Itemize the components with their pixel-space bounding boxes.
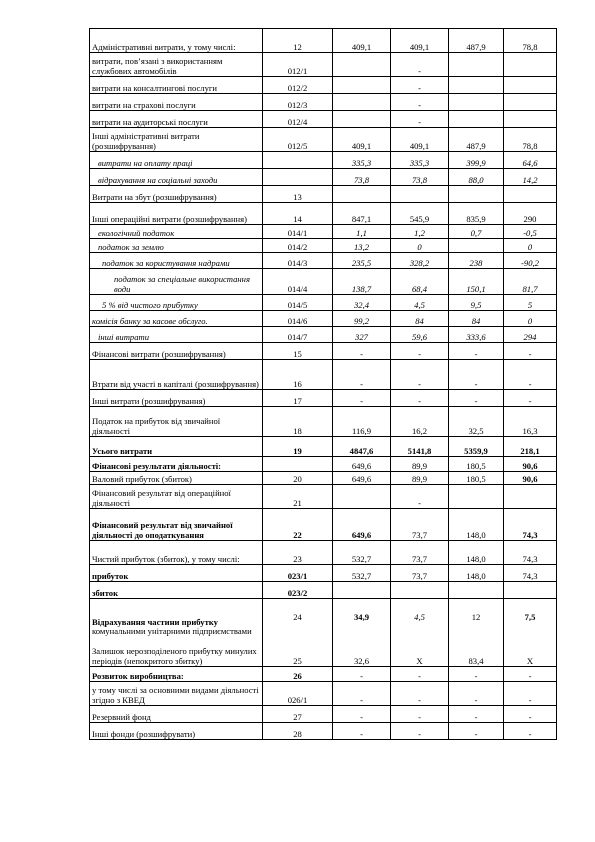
row-value-1: 34,9 [333,599,391,637]
table-row [90,94,557,111]
row-value-3 [449,239,504,253]
row-value-2: 89,9 [391,457,449,472]
table-row [90,311,557,327]
row-value-4: 74,3 [504,541,557,565]
row-value-4: 7,5 [504,599,557,637]
row-code: 014/1 [263,225,333,239]
table-row [90,77,557,94]
row-label: Фінансовий результат від звичайної діяльності до оподаткування [90,509,263,541]
row-value-2: 0 [391,239,449,253]
row-code: 14 [263,203,333,225]
row-value-3 [449,94,504,111]
row-code: 25 [263,637,333,667]
row-value-1: 99,2 [333,311,391,327]
row-value-3: - [449,343,504,360]
row-code: 023/2 [263,582,333,599]
row-label: Адміністративні витрати, у тому числі: [90,29,263,53]
table-row [90,295,557,311]
row-label: комісія банку за касове обслуго. [90,311,263,327]
row-value-4: 74,3 [504,509,557,541]
row-code: 012/3 [263,94,333,111]
row-value-4 [504,77,557,94]
row-value-4: - [504,390,557,407]
row-label: інші витрати [90,327,263,343]
row-value-3 [449,111,504,128]
row-value-3: - [449,390,504,407]
row-value-4: - [504,343,557,360]
row-value-4: 14,2 [504,169,557,186]
row-code: 014/3 [263,253,333,269]
row-value-3: - [449,360,504,390]
table-row [90,541,557,565]
row-label-rest: комунальними унітарними підприємствами [92,626,252,637]
table-row [90,343,557,360]
row-value-1: - [333,723,391,740]
table-row [90,706,557,723]
row-value-3: 83,4 [449,637,504,667]
row-code: 23 [263,541,333,565]
row-code: 20 [263,472,333,485]
row-value-4: 16,3 [504,407,557,437]
row-label: Інші адміністративні витрати (розшифрування) [90,128,263,152]
row-value-2: 5141,8 [391,437,449,457]
row-value-3: 84 [449,311,504,327]
row-value-4: - [504,360,557,390]
row-code: 014/5 [263,295,333,311]
row-value-3: 5359,9 [449,437,504,457]
row-label: Чистий прибуток (збиток), у тому числі: [90,541,263,565]
row-label: Податок на прибуток від звичайної діяльності [90,407,263,437]
row-value-1 [333,53,391,77]
row-value-1: 335,3 [333,152,391,169]
row-value-1: - [333,667,391,682]
row-label: витрати на страхові послуги [90,94,263,111]
row-value-2: - [391,390,449,407]
row-value-3: 88,0 [449,169,504,186]
row-value-3: 333,6 [449,327,504,343]
row-value-4 [504,53,557,77]
row-label: Інші операційні витрати (розшифрування) [90,203,263,225]
row-value-2: - [391,94,449,111]
row-value-3: 0,7 [449,225,504,239]
row-code: 18 [263,407,333,437]
row-value-1 [333,77,391,94]
row-value-1: 32,6 [333,637,391,667]
table-row [90,509,557,541]
row-code: 012/4 [263,111,333,128]
row-value-2: - [391,667,449,682]
table-row [90,637,557,667]
row-code: 27 [263,706,333,723]
row-value-1: 847,1 [333,203,391,225]
row-label: Інші витрати (розшифрування) [90,390,263,407]
row-value-2: 409,1 [391,128,449,152]
row-label: Втрати від участі в капіталі (розшифрування) [90,360,263,390]
row-label: Залишок нерозподіленого прибутку минулих періодів (непокритого збитку) [90,637,263,667]
row-value-2: - [391,360,449,390]
row-label: прибуток [90,565,263,582]
row-label: Розвиток виробництва: [90,667,263,682]
table-row [90,327,557,343]
row-value-4: 5 [504,295,557,311]
row-value-3: 150,1 [449,269,504,295]
table-row [90,269,557,295]
row-label: Фінансові результати діяльності: [90,457,263,472]
row-value-3: - [449,667,504,682]
row-value-1: 649,6 [333,509,391,541]
row-label: витрати, пов’язані з використанням службових автомобілів [90,53,263,77]
row-code [263,152,333,169]
row-value-1: 649,6 [333,472,391,485]
table-row [90,203,557,225]
row-label: податок за користування надрами [90,253,263,269]
row-value-3: 148,0 [449,541,504,565]
row-code: 023/1 [263,565,333,582]
row-value-2: X [391,637,449,667]
row-value-2: 73,7 [391,541,449,565]
row-value-4: 74,3 [504,565,557,582]
row-label [90,599,263,637]
row-code [263,457,333,472]
row-code: 19 [263,437,333,457]
table-row [90,667,557,682]
row-value-4: X [504,637,557,667]
table-row [90,360,557,390]
row-value-1: 409,1 [333,29,391,53]
row-value-1: 1,1 [333,225,391,239]
row-value-1 [333,485,391,509]
row-value-1: - [333,682,391,706]
table-row [90,457,557,472]
financial-table [89,28,557,740]
row-value-2: 1,2 [391,225,449,239]
row-code: 014/2 [263,239,333,253]
table-row [90,407,557,437]
row-code: 014/6 [263,311,333,327]
row-value-2: 409,1 [391,29,449,53]
row-value-3: 148,0 [449,565,504,582]
row-value-2: - [391,723,449,740]
row-value-2: 328,2 [391,253,449,269]
row-value-4 [504,582,557,599]
row-value-3: - [449,723,504,740]
row-code: 012/2 [263,77,333,94]
row-label: екологічний податок [90,225,263,239]
row-value-1: 649,6 [333,457,391,472]
row-label: Валовий прибуток (збиток) [90,472,263,485]
row-label: витрати на аудиторські послуги [90,111,263,128]
row-value-1 [333,111,391,128]
row-value-2: - [391,343,449,360]
table-row [90,253,557,269]
row-value-2: 84 [391,311,449,327]
row-label: Інші фонди (розшифрувати) [90,723,263,740]
row-value-4 [504,94,557,111]
row-value-4: - [504,706,557,723]
row-value-3 [449,77,504,94]
row-value-1: 13,2 [333,239,391,253]
table-row [90,29,557,53]
table-row [90,53,557,77]
row-code: 15 [263,343,333,360]
row-value-4 [504,111,557,128]
row-code: 28 [263,723,333,740]
table-row [90,128,557,152]
row-code: 026/1 [263,682,333,706]
row-code: 24 [263,599,333,637]
row-value-4 [504,186,557,203]
row-value-2: 89,9 [391,472,449,485]
row-label-bold: Відрахування частини прибутку [92,616,218,627]
row-value-2 [391,582,449,599]
row-label: Усього витрати [90,437,263,457]
row-value-4: - [504,667,557,682]
row-value-3: 399,9 [449,152,504,169]
row-code: 21 [263,485,333,509]
row-value-3: 9,5 [449,295,504,311]
row-value-4: -90,2 [504,253,557,269]
row-value-4: 90,6 [504,457,557,472]
row-value-3 [449,485,504,509]
row-value-2: 4,5 [391,295,449,311]
row-value-3: 12 [449,599,504,637]
table-row [90,437,557,457]
row-value-2: 73,8 [391,169,449,186]
row-label: витрати на консалтингові послуги [90,77,263,94]
row-label: Витрати на збут (розшифрування) [90,186,263,203]
row-label: збиток [90,582,263,599]
row-value-1: - [333,360,391,390]
row-code [263,169,333,186]
row-value-4: 78,8 [504,128,557,152]
row-value-2: - [391,111,449,128]
row-value-1: 532,7 [333,565,391,582]
row-value-4: - [504,723,557,740]
row-label: у тому числі за основними видами діяльності згідно з КВЕД [90,682,263,706]
row-value-1: 409,1 [333,128,391,152]
row-value-2: 68,4 [391,269,449,295]
row-value-1: - [333,343,391,360]
row-value-2: 335,3 [391,152,449,169]
row-value-1: 532,7 [333,541,391,565]
row-code: 014/7 [263,327,333,343]
row-value-3: 238 [449,253,504,269]
table-row [90,682,557,706]
row-value-2: 59,6 [391,327,449,343]
row-value-2: 73,7 [391,565,449,582]
row-value-1: 235,5 [333,253,391,269]
row-value-4: - [504,682,557,706]
row-code: 22 [263,509,333,541]
row-value-4: 81,7 [504,269,557,295]
table-row [90,599,557,637]
row-value-3 [449,53,504,77]
row-value-4: 64,6 [504,152,557,169]
table-row [90,485,557,509]
row-value-3 [449,186,504,203]
row-label: витрати на оплату праці [90,152,263,169]
row-value-3: 835,9 [449,203,504,225]
row-value-4: 0 [504,239,557,253]
table-row [90,723,557,740]
row-value-1: 73,8 [333,169,391,186]
row-value-1 [333,186,391,203]
row-code: 17 [263,390,333,407]
table-row [90,582,557,599]
table-row [90,472,557,485]
table-row [90,390,557,407]
row-value-4: 0 [504,311,557,327]
row-value-3: - [449,682,504,706]
row-value-2: 545,9 [391,203,449,225]
row-value-4: 290 [504,203,557,225]
row-label: Фінансові витрати (розшифрування) [90,343,263,360]
row-value-2 [391,186,449,203]
row-label: податок за землю [90,239,263,253]
table-row [90,111,557,128]
row-value-1: 138,7 [333,269,391,295]
row-code: 012/1 [263,53,333,77]
row-value-3: 487,9 [449,29,504,53]
row-code: 014/4 [263,269,333,295]
row-value-4: 78,8 [504,29,557,53]
row-value-4: 218,1 [504,437,557,457]
row-value-3: 32,5 [449,407,504,437]
row-value-2: 73,7 [391,509,449,541]
row-value-2: 16,2 [391,407,449,437]
table-row [90,169,557,186]
row-label: 5 % від чистого прибутку [90,295,263,311]
table-row [90,186,557,203]
row-value-3 [449,582,504,599]
row-value-1 [333,582,391,599]
row-value-3: 180,5 [449,457,504,472]
row-value-2: - [391,53,449,77]
row-value-2: - [391,706,449,723]
row-value-1: - [333,390,391,407]
row-code: 16 [263,360,333,390]
row-value-3: - [449,706,504,723]
row-value-3: 180,5 [449,472,504,485]
row-value-4 [504,485,557,509]
row-value-1: - [333,706,391,723]
table-row [90,239,557,253]
row-code: 12 [263,29,333,53]
row-value-1: 32,4 [333,295,391,311]
row-code: 26 [263,667,333,682]
row-label: відрахування на соціальні заходи [90,169,263,186]
table-row [90,225,557,239]
row-value-3: 148,0 [449,509,504,541]
table-row [90,565,557,582]
row-value-1: 327 [333,327,391,343]
row-label: податок за спеціальне використання води [90,269,263,295]
row-code: 012/5 [263,128,333,152]
row-value-3: 487,9 [449,128,504,152]
row-value-1: 116,9 [333,407,391,437]
row-value-2: - [391,682,449,706]
row-value-2: 4,5 [391,599,449,637]
row-value-4: 90,6 [504,472,557,485]
row-value-4: 294 [504,327,557,343]
table-row [90,152,557,169]
row-code: 13 [263,186,333,203]
row-value-4: -0,5 [504,225,557,239]
row-value-2: - [391,77,449,94]
row-label: Фінансовий результат від операційної діяльності [90,485,263,509]
row-value-1 [333,94,391,111]
row-value-2: - [391,485,449,509]
row-label: Резервний фонд [90,706,263,723]
row-value-1: 4847,6 [333,437,391,457]
